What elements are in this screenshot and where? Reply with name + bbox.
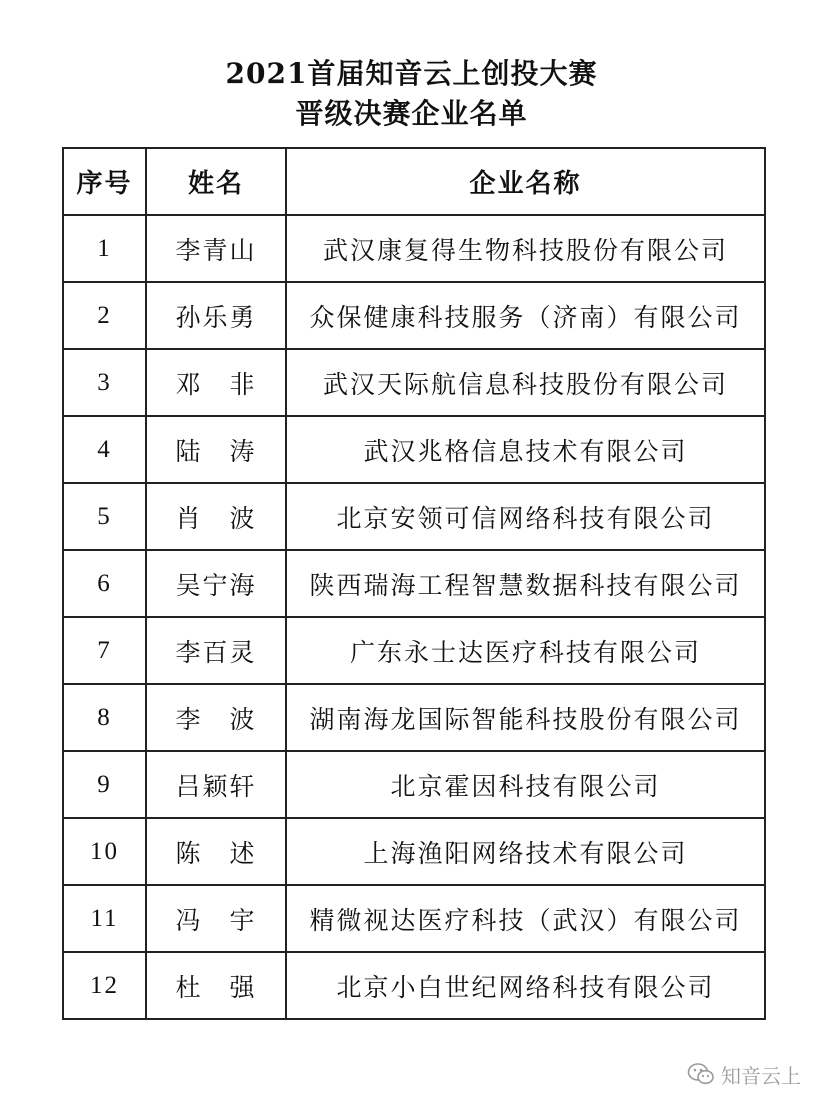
row-name: 肖 波	[146, 483, 286, 550]
row-company: 武汉康复得生物科技股份有限公司	[286, 215, 765, 282]
header-name: 姓名	[146, 148, 286, 215]
row-company: 武汉天际航信息科技股份有限公司	[286, 349, 765, 416]
row-no: 2	[63, 282, 146, 349]
row-no: 1	[63, 215, 146, 282]
row-company: 陕西瑞海工程智慧数据科技有限公司	[286, 550, 765, 617]
row-name: 吕颖轩	[146, 751, 286, 818]
table-row	[63, 282, 765, 349]
row-name: 李 波	[146, 684, 286, 751]
table-row	[63, 684, 765, 751]
table-row	[63, 751, 765, 818]
row-company: 北京小白世纪网络科技有限公司	[286, 952, 765, 1019]
row-company: 湖南海龙国际智能科技股份有限公司	[286, 684, 765, 751]
header-company: 企业名称	[286, 148, 765, 215]
row-no: 5	[63, 483, 146, 550]
row-company: 精微视达医疗科技（武汉）有限公司	[286, 885, 765, 952]
row-name: 孙乐勇	[146, 282, 286, 349]
table-row	[63, 483, 765, 550]
document-subtitle: 晋级决赛企业名单	[295, 97, 528, 130]
row-name: 吴宁海	[146, 550, 286, 617]
row-no: 4	[63, 416, 146, 483]
row-company: 众保健康科技服务（济南）有限公司	[286, 282, 765, 349]
header-no: 序号	[63, 148, 146, 215]
table-row	[63, 952, 765, 1019]
row-name: 李百灵	[146, 617, 286, 684]
row-company: 北京安领可信网络科技有限公司	[286, 483, 765, 550]
row-no: 3	[63, 349, 146, 416]
table-row	[63, 617, 765, 684]
watermark	[687, 1061, 801, 1087]
table-row	[63, 885, 765, 952]
row-no: 8	[63, 684, 146, 751]
table-row	[63, 818, 765, 885]
row-company: 北京霍因科技有限公司	[286, 751, 765, 818]
row-no: 11	[63, 885, 146, 952]
document-title: 2021首届知音云上创投大赛	[225, 57, 598, 90]
table-row	[63, 550, 765, 617]
row-name: 陆 涛	[146, 416, 286, 483]
row-no: 7	[63, 617, 146, 684]
row-no: 9	[63, 751, 146, 818]
table-row	[63, 416, 765, 483]
row-no: 12	[63, 952, 146, 1019]
finalist-table	[62, 147, 766, 1020]
row-name: 杜 强	[146, 952, 286, 1019]
row-company: 武汉兆格信息技术有限公司	[286, 416, 765, 483]
row-name: 邓 非	[146, 349, 286, 416]
row-name: 冯 宇	[146, 885, 286, 952]
table-row	[63, 349, 765, 416]
row-name: 陈 述	[146, 818, 286, 885]
watermark-text: 知音云上	[721, 1063, 801, 1088]
row-no: 6	[63, 550, 146, 617]
row-company: 上海渔阳网络技术有限公司	[286, 818, 765, 885]
table-row	[63, 215, 765, 282]
row-no: 10	[63, 818, 146, 885]
wechat-icon	[687, 1062, 715, 1086]
row-company: 广东永士达医疗科技有限公司	[286, 617, 765, 684]
row-name: 李青山	[146, 215, 286, 282]
table-header-row	[63, 148, 765, 215]
